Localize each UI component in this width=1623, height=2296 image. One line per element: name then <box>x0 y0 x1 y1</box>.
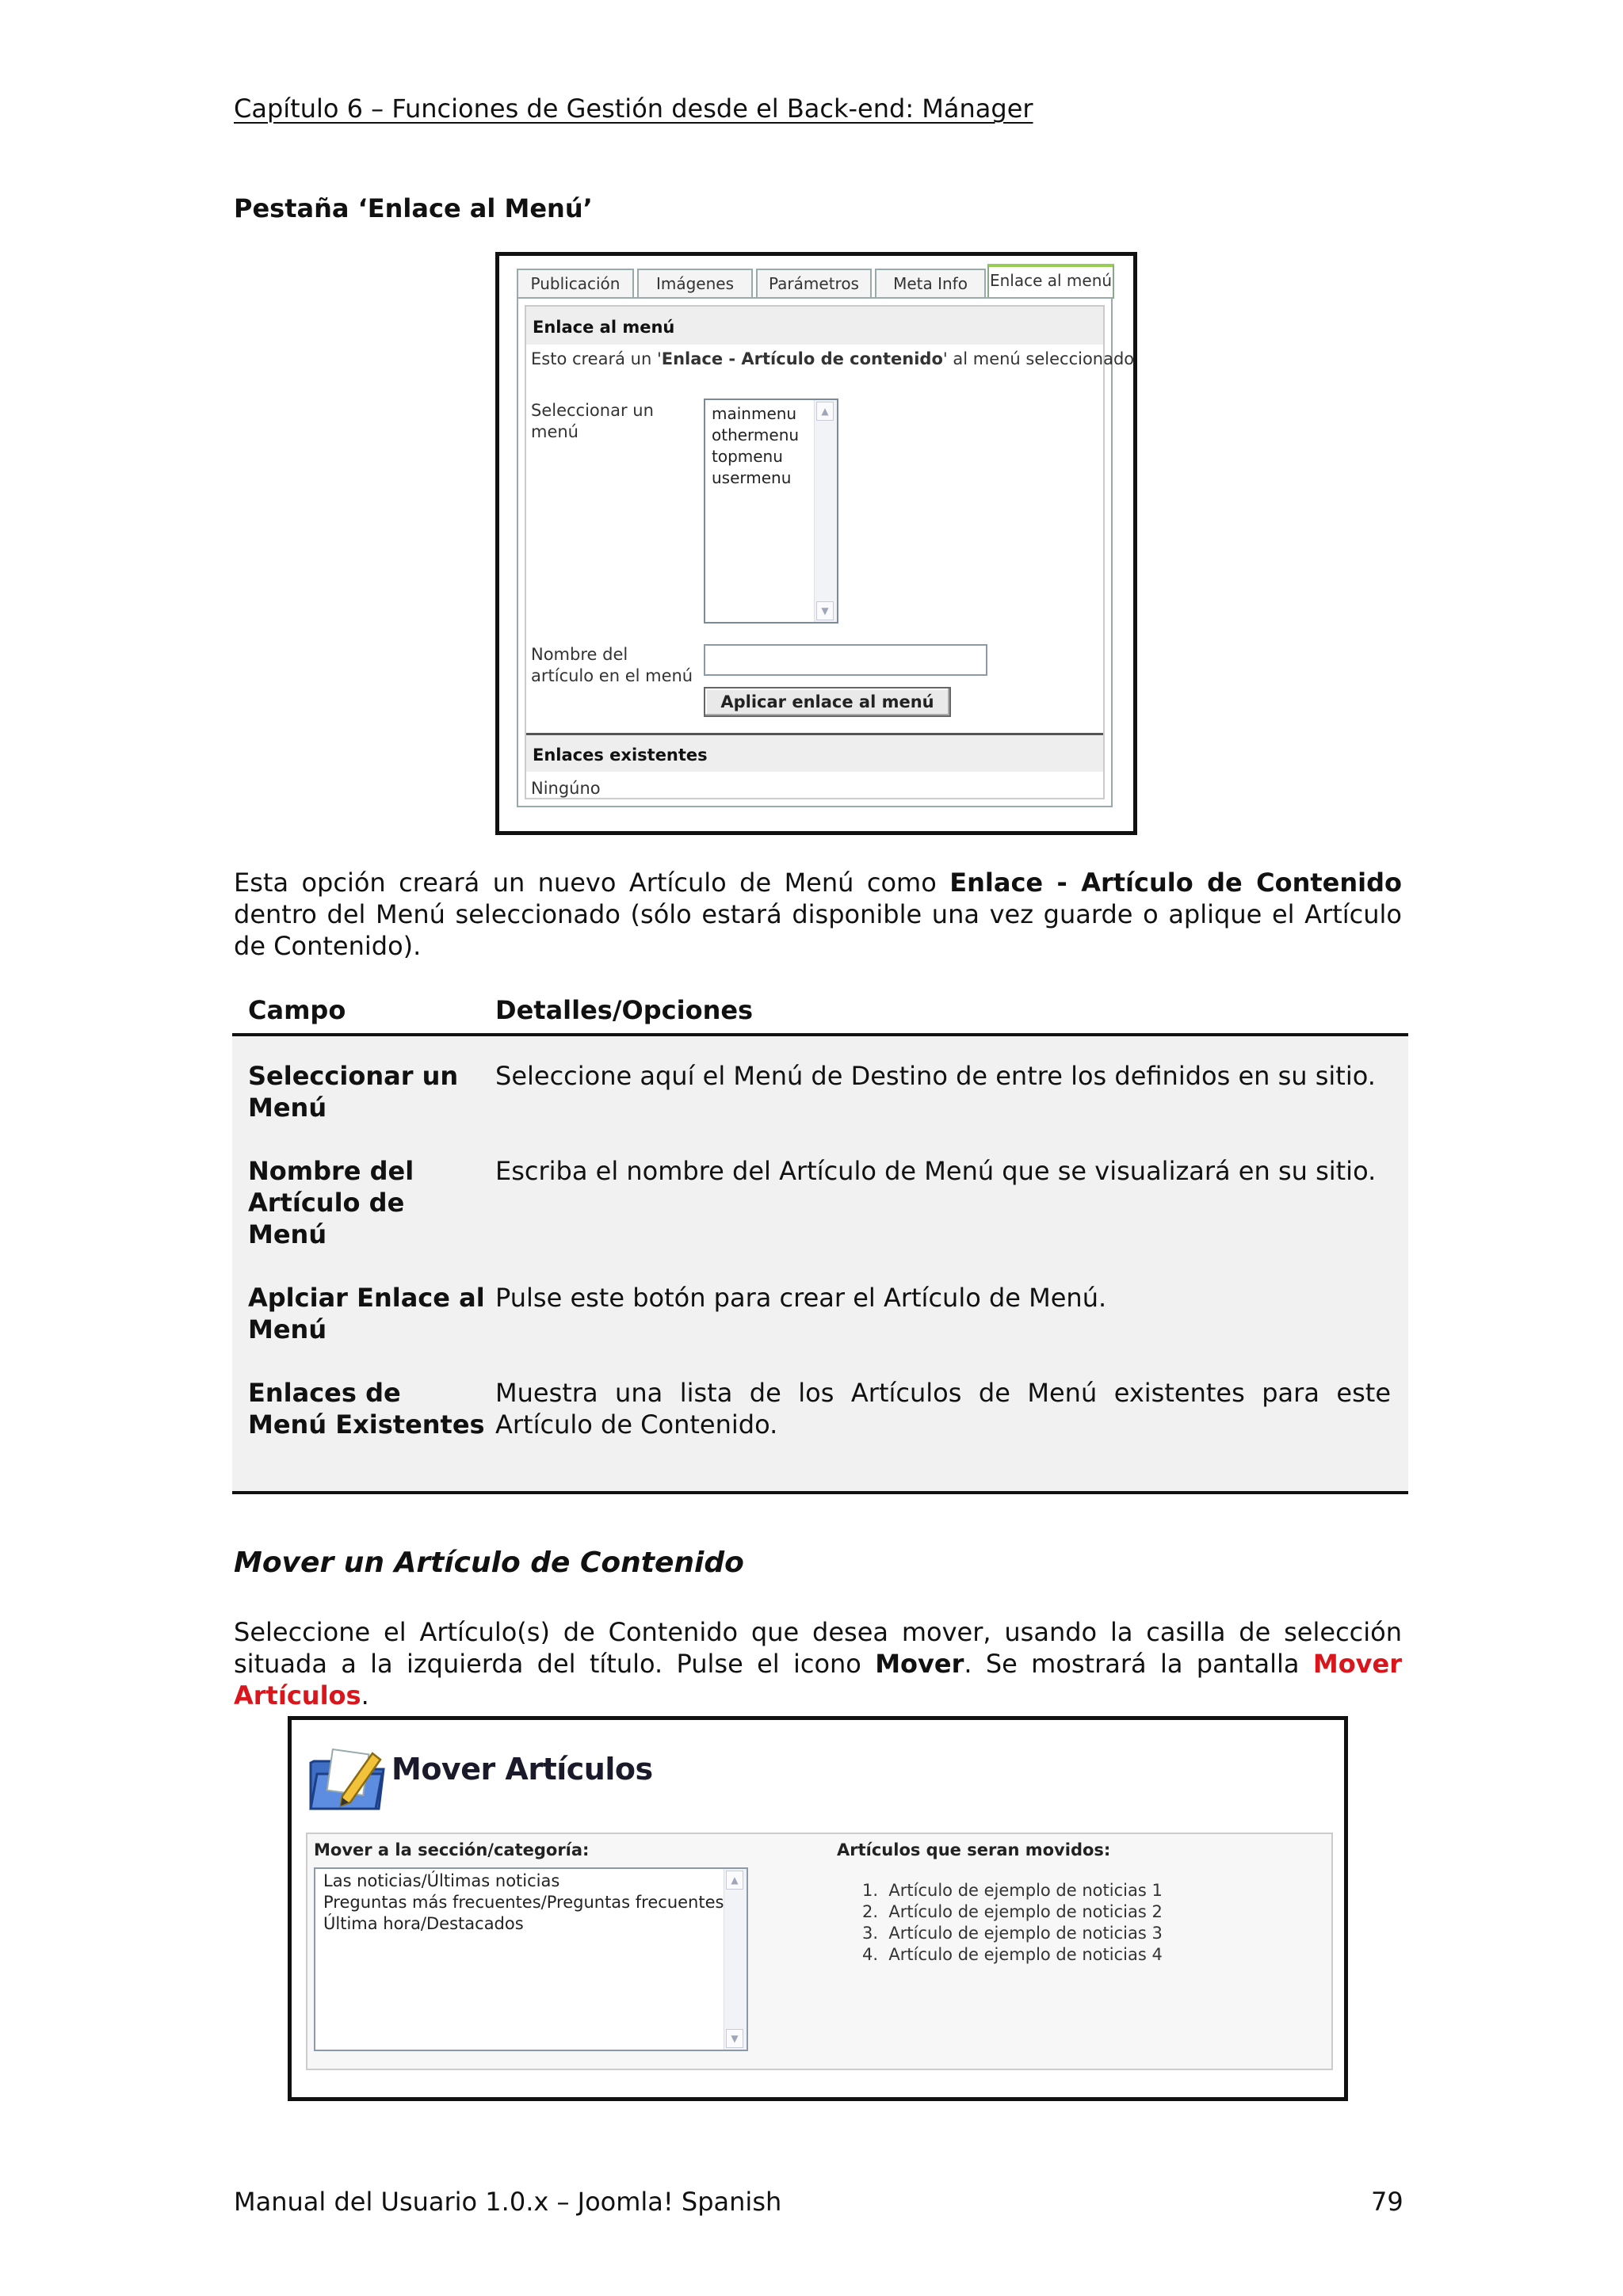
move-article-description: Seleccione el Artículo(s) de Contenido que desea mover, usando la casilla de selección situada a la izquierda del título. Pulse el icono Mover. Se mostrará la pantalla Mover Artículos. <box>234 1617 1403 1711</box>
articles-to-move-list <box>862 1880 1163 1966</box>
move-articles-title: Mover Artículos <box>391 1752 653 1787</box>
list-item: 3. Artículo de ejemplo de noticias 3 <box>862 1924 1163 1943</box>
apply-menu-link-button[interactable]: Aplicar enlace al menú <box>704 687 951 717</box>
subheading-menu-link-tab: Pestaña ‘Enlace al Menú’ <box>234 193 593 223</box>
field-name: Nombre del Artículo de Menú <box>248 1156 414 1249</box>
tab-parametros[interactable]: Parámetros <box>756 269 872 297</box>
tab-imagenes[interactable]: Imágenes <box>637 269 753 297</box>
field-name: Aplciar Enlace al Menú <box>248 1283 485 1344</box>
list-item: 1. Artículo de ejemplo de noticias 1 <box>862 1881 1163 1900</box>
menu-option[interactable]: othermenu <box>712 425 800 444</box>
table-body <box>232 1036 1408 1494</box>
tab-panel-inner <box>525 305 1135 799</box>
tab-publicacion[interactable]: Publicación <box>517 269 634 297</box>
footer-manual-title: Manual del Usuario 1.0.x – Joomla! Spanish <box>234 2187 782 2217</box>
field-detail: Muestra una lista de los Artículos de Menú existentes para este Artículo de Contenido. <box>495 1378 1391 1440</box>
menu-option[interactable]: usermenu <box>712 468 792 487</box>
tab-enlace-menu[interactable]: Enlace al menú <box>987 264 1114 299</box>
category-option[interactable]: Última hora/Destacados <box>323 1914 524 1933</box>
field-detail: Seleccione aquí el Menú de Destino de entre los definidos en su sitio. <box>495 1061 1376 1091</box>
section-title: Enlace al menú <box>533 318 675 337</box>
field-detail: Pulse este botón para crear el Artículo de Menú. <box>495 1283 1107 1313</box>
articles-to-move-label: Artículos que seran movidos: <box>837 1840 1111 1859</box>
move-articles-link-text: Mover Artículos <box>234 1649 1403 1711</box>
page-number: 79 <box>1371 2187 1403 2217</box>
tab-panel <box>517 297 1135 807</box>
field-name: Enlaces de Menú Existentes <box>248 1378 485 1440</box>
item-name-input[interactable] <box>704 644 987 676</box>
move-form-frame <box>306 1833 1333 2070</box>
column-header-campo: Campo <box>248 995 346 1025</box>
tab-meta-info[interactable]: Meta Info <box>875 269 986 297</box>
menu-select-list[interactable] <box>704 399 838 624</box>
listbox-scrollbar[interactable] <box>814 400 837 622</box>
field-detail: Escriba el nombre del Artículo de Menú que se visualizará en su sitio. <box>495 1156 1377 1186</box>
scroll-down-icon[interactable]: ▼ <box>816 601 834 620</box>
scroll-up-icon[interactable]: ▲ <box>816 402 834 421</box>
scroll-up-icon[interactable]: ▲ <box>726 1871 743 1890</box>
item-name-label: Nombre del artículo en el menú <box>531 645 693 685</box>
folder-icon <box>306 1742 388 1814</box>
section-title-move-article: Mover un Artículo de Contenido <box>234 1547 744 1579</box>
field-name: Seleccionar un Menú <box>248 1061 459 1123</box>
move-target-label: Mover a la sección/categoría: <box>314 1840 590 1859</box>
list-item: 4. Artículo de ejemplo de noticias 4 <box>862 1945 1163 1964</box>
move-articles-screenshot <box>288 1716 1348 2101</box>
page-header: Capítulo 6 – Funciones de Gestión desde el Back-end: Mánager <box>234 93 1033 124</box>
existing-links-value: Ningúno <box>531 779 601 798</box>
select-menu-label: Seleccionar un menú <box>531 401 654 441</box>
info-text: Esto creará un 'Enlace - Artículo de contenido' al menú seleccionado <box>531 349 1135 368</box>
list-item: 2. Artículo de ejemplo de noticias 2 <box>862 1902 1163 1921</box>
fields-table <box>232 986 1408 1494</box>
existing-links-title: Enlaces existentes <box>533 746 708 765</box>
scroll-down-icon[interactable]: ▼ <box>726 2029 743 2048</box>
table-header <box>232 986 1408 1036</box>
menu-option[interactable]: mainmenu <box>712 404 797 423</box>
menu-link-screenshot <box>495 252 1137 835</box>
category-list-scrollbar[interactable] <box>724 1869 747 2050</box>
column-header-detalles: Detalles/Opciones <box>495 995 754 1025</box>
category-option[interactable]: Preguntas más frecuentes/Preguntas frecuentes <box>323 1893 724 1912</box>
category-option[interactable]: Las noticias/Últimas noticias <box>323 1871 560 1890</box>
menu-option[interactable]: topmenu <box>712 447 783 466</box>
menu-link-description: Esta opción creará un nuevo Artículo de Menú como Enlace - Artículo de Contenido dentro del Menú seleccionado (sólo estará disponible una vez guarde o aplique el Artículo de Contenido). <box>234 868 1403 961</box>
category-select-list[interactable] <box>314 1867 748 2051</box>
